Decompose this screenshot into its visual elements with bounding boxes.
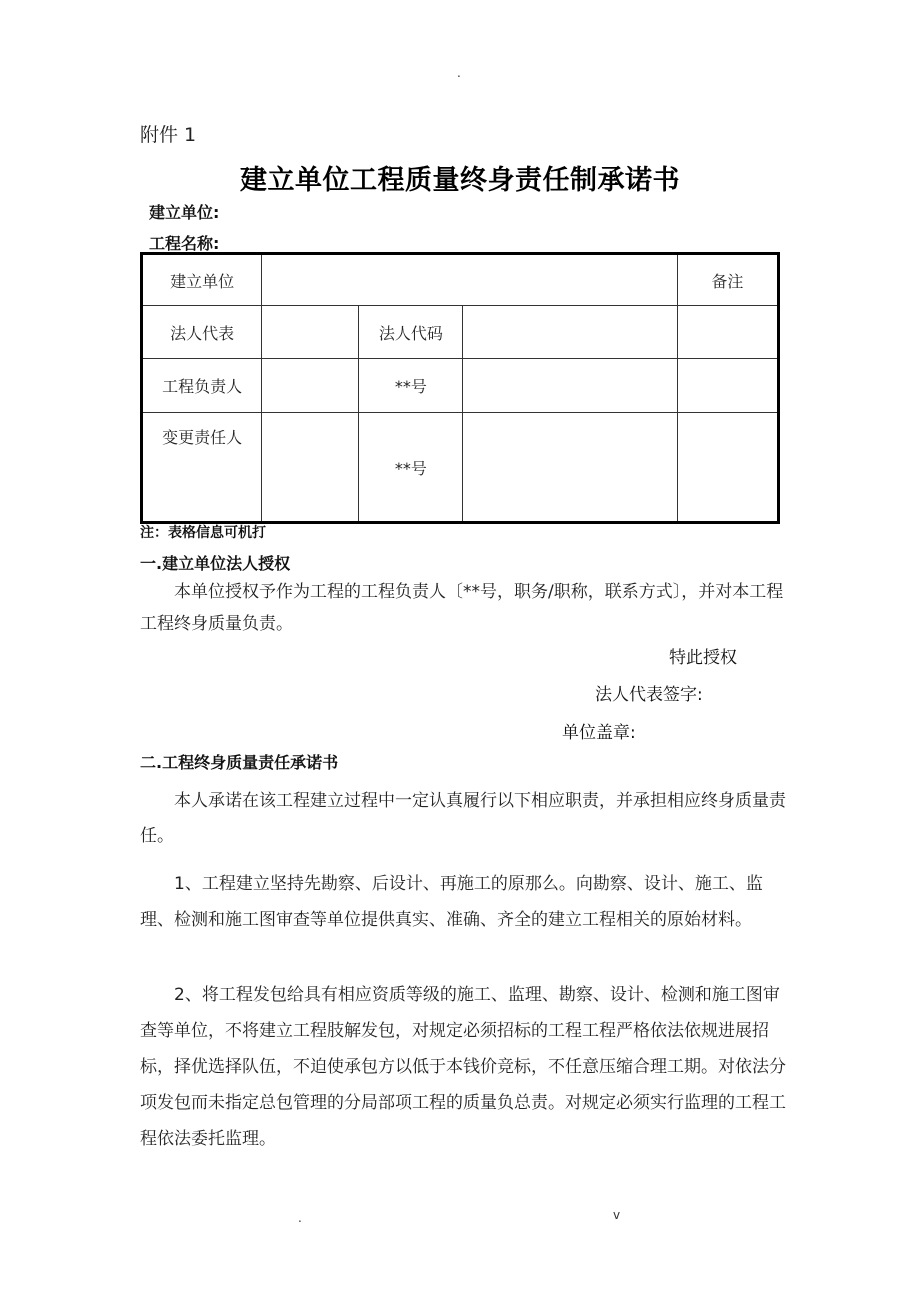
info-table: [140, 252, 780, 524]
section2-heading: 二.工程终身质量责任承诺书: [140, 753, 339, 772]
table-row: [142, 359, 779, 413]
change-lead-label: 变更责任人: [142, 413, 262, 523]
project-name-label: 工程名称:: [149, 234, 220, 253]
remark-cell[interactable]: [677, 306, 778, 359]
attachment-label: 附件 1: [140, 124, 197, 146]
remark-header: 备注: [677, 254, 778, 306]
document-title: 建立单位工程质量终身责任制承诺书: [240, 165, 680, 196]
change-lead-id-value[interactable]: [463, 413, 677, 523]
section2-item2: 2、将工程发包给具有相应资质等级的施工、监理、勘察、设计、检测和施工图审查等单位，不将建立工程肢解发包，对规定必须招标的工程工程严格依法依规进展招标，择优选择队伍，不迫使承包方以低于本钱价竞标，不任意压缩合理工期。对依法分项发包而未指定总包管理的分局部项工程的质量负总责。对规定必须实行监理的工程工程依法委托监理。: [140, 985, 786, 1149]
footer-right-marker: v: [613, 1208, 621, 1222]
project-lead-label: 工程负责人: [142, 359, 262, 413]
change-lead-value[interactable]: [262, 413, 359, 523]
legal-rep-label: 法人代表: [142, 306, 262, 359]
signature-label: 法人代表签字:: [595, 685, 703, 705]
footer-left-marker: .: [298, 1211, 302, 1225]
table-row: [142, 306, 779, 359]
project-lead-value[interactable]: [262, 359, 359, 413]
remark-cell[interactable]: [677, 413, 778, 523]
project-lead-id-label: **号: [359, 359, 463, 413]
unit-cell-label: 建立单位: [142, 254, 262, 306]
seal-label: 单位盖章:: [562, 723, 636, 743]
legal-code-value[interactable]: [463, 306, 677, 359]
section1-paragraph: 本单位授权予作为工程的工程负责人〔**号，职务/职称，联系方式〕，并对本工程工程终身质量负责。: [140, 582, 784, 634]
unit-label: 建立单位:: [149, 203, 220, 222]
header-marker: .: [457, 66, 461, 80]
unit-cell-value[interactable]: [262, 254, 678, 306]
section1-heading: 一.建立单位法人授权: [140, 554, 291, 573]
change-lead-id-label: **号: [359, 413, 463, 523]
legal-rep-value[interactable]: [262, 306, 359, 359]
project-lead-id-value[interactable]: [463, 359, 677, 413]
signoff-text: 特此授权: [669, 648, 737, 668]
section2-item1: 1、工程建立坚持先勘察、后设计、再施工的原那么。向勘察、设计、施工、监理、检测和施工图审查等单位提供真实、准确、齐全的建立工程相关的原始材料。: [140, 874, 763, 930]
section2-intro: 本人承诺在该工程建立过程中一定认真履行以下相应职责，并承担相应终身质量责任。: [140, 791, 786, 846]
table-note: 注：表格信息可机打: [140, 525, 266, 541]
remark-cell[interactable]: [677, 359, 778, 413]
table-row: [142, 413, 779, 523]
legal-code-label: 法人代码: [359, 306, 463, 359]
table-row: [142, 254, 779, 306]
